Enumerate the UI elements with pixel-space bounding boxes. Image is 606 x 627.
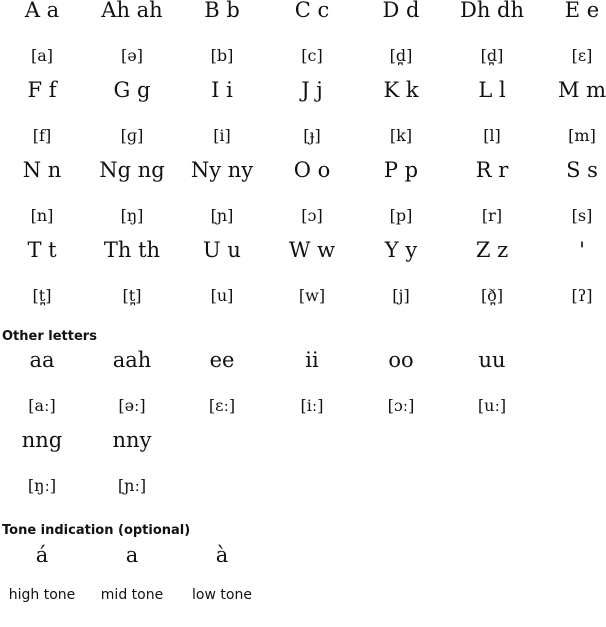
letter-cell: aah: [112, 348, 152, 372]
ipa-row: [0, 120, 606, 160]
ipa-cell: [ŋː]: [27, 476, 57, 495]
ipa-cell: [k]: [389, 126, 413, 145]
letter-cell: Y y: [384, 238, 418, 262]
letter-cell: uu: [478, 348, 506, 372]
letter-cell: F f: [27, 78, 57, 102]
tone-heading: Tone indication (optional): [2, 523, 191, 538]
letter-row: [0, 430, 606, 470]
ipa-cell: [ə]: [121, 46, 143, 65]
ipa-cell: [t̪]: [32, 286, 52, 305]
ipa-cell: [b]: [210, 46, 234, 65]
ipa-cell: [f]: [32, 126, 52, 145]
letter-cell: D d: [382, 0, 420, 22]
other-letters-grid: [0, 350, 606, 510]
ipa-row: [0, 40, 606, 80]
letter-cell: aa: [29, 348, 55, 372]
letter-cell: Ah ah: [101, 0, 163, 22]
letter-cell: L l: [478, 78, 506, 102]
ipa-cell: [l]: [483, 126, 501, 145]
letter-cell: oo: [388, 348, 414, 372]
ipa-cell: [d̪]: [480, 46, 504, 65]
ipa-cell: [a]: [30, 46, 54, 65]
letter-cell: Th th: [103, 238, 161, 262]
ipa-cell: [ð̪]: [480, 286, 504, 305]
ipa-cell: [n]: [30, 206, 54, 225]
ipa-row: [0, 390, 606, 430]
other-letters-heading: Other letters: [2, 329, 97, 344]
letter-row: [0, 0, 606, 40]
ipa-cell: [əː]: [118, 396, 146, 415]
letter-cell: S s: [566, 158, 598, 182]
ipa-cell: [w]: [298, 286, 326, 305]
ipa-cell: [iː]: [300, 396, 324, 415]
ipa-cell: [ɡ]: [120, 126, 144, 145]
ipa-cell: [s]: [571, 206, 593, 225]
ipa-cell: [ɔː]: [387, 396, 415, 415]
ipa-cell: [ɔ]: [301, 206, 323, 225]
ipa-cell: [ɛ]: [571, 46, 593, 65]
letter-cell: E e: [564, 0, 600, 22]
ipa-row: [0, 200, 606, 240]
letter-cell: Ny ny: [190, 158, 254, 182]
ipa-cell: [j]: [392, 286, 410, 305]
ipa-row: [0, 280, 606, 320]
letter-cell: M m: [557, 78, 606, 102]
ipa-cell: [ɛː]: [208, 396, 236, 415]
ipa-cell: [c]: [301, 46, 323, 65]
tone-symbol: à: [215, 543, 229, 567]
tone-label: low tone: [192, 587, 252, 603]
ipa-cell: [u]: [210, 286, 234, 305]
letter-cell: N n: [22, 158, 62, 182]
tone-label: mid tone: [100, 587, 164, 603]
letter-cell: Dh dh: [459, 0, 524, 22]
letter-cell: Z z: [475, 238, 509, 262]
ipa-cell: [aː]: [28, 396, 56, 415]
letter-cell: ii: [305, 348, 319, 372]
tone-grid: [0, 545, 606, 627]
letter-cell: ee: [209, 348, 235, 372]
ipa-cell: [d̪]: [389, 46, 413, 65]
tone-label-row: [0, 587, 606, 627]
ipa-cell: [t̪]: [122, 286, 142, 305]
letter-row: [0, 80, 606, 120]
tone-symbol-row: [0, 545, 606, 587]
letter-cell: A a: [24, 0, 60, 22]
letter-cell: G g: [113, 78, 151, 102]
letter-row: [0, 350, 606, 390]
ipa-cell: [uː]: [477, 396, 507, 415]
letter-cell: C c: [294, 0, 330, 22]
letter-cell: P p: [383, 158, 419, 182]
ipa-cell: [ɲː]: [117, 476, 147, 495]
ipa-row: [0, 470, 606, 510]
ipa-cell: [p]: [389, 206, 413, 225]
ipa-cell: [ʔ]: [571, 286, 593, 305]
letter-cell: O o: [293, 158, 331, 182]
tone-label: high tone: [8, 587, 76, 603]
letter-cell: I i: [211, 78, 233, 102]
ipa-cell: [r]: [481, 206, 503, 225]
ipa-cell: [m]: [568, 126, 596, 145]
letter-cell: B b: [204, 0, 240, 22]
ipa-cell: [ɟ]: [303, 126, 321, 145]
letter-row: [0, 160, 606, 200]
letter-cell: W w: [288, 238, 336, 262]
letter-cell: J j: [301, 78, 323, 102]
letter-row: [0, 240, 606, 280]
tone-symbol: a: [125, 543, 139, 567]
letter-cell: Ng ng: [99, 158, 165, 182]
letter-cell: nny: [112, 428, 152, 452]
letter-cell: T t: [27, 238, 57, 262]
letter-cell: U u: [203, 238, 241, 262]
letter-cell: R r: [475, 158, 509, 182]
ipa-cell: [i]: [213, 126, 231, 145]
letter-cell: K k: [383, 78, 419, 102]
tone-symbol: á: [35, 543, 49, 567]
letter-cell: ': [579, 238, 585, 262]
ipa-cell: [ɲ]: [210, 206, 234, 225]
letter-cell: nng: [21, 428, 63, 452]
ipa-cell: [ŋ]: [120, 206, 144, 225]
